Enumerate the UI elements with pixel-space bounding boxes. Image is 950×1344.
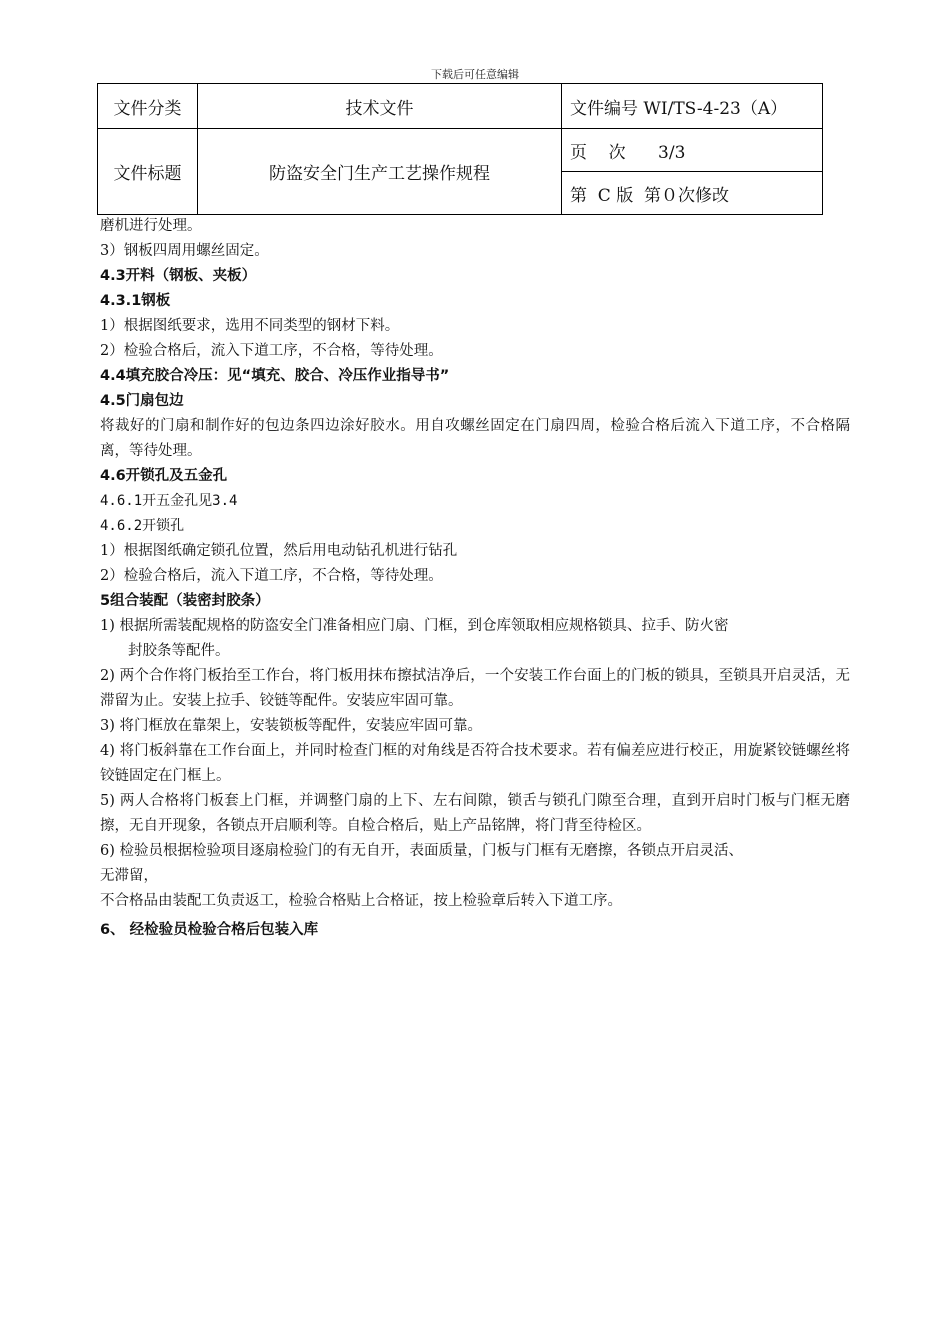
document-header-table (97, 83, 823, 215)
step-text: 5) 两人合格将门板套上门框，并调整门扇的上下、左右间隙，锁舌与锁孔门隙至合理，直到开启时门板与门框无磨擦，无自开现象，各锁点开启顺利等。自检合格后，贴上产品铭牌，将门背至待检区。 (100, 793, 850, 834)
section-heading: 4.6开锁孔及五金孔 (100, 468, 228, 484)
top-note: 下载后可任意编辑 (431, 68, 519, 81)
step-text: 1) 根据所需装配规格的防盗安全门准备相应门扇、门框，到仓库领取相应规格锁具、拉手、防火密 (100, 618, 729, 634)
version-info: 第 C 版 第０次修改 (562, 172, 823, 215)
step-text: 6) 检验员根据检验项目逐扇检验门的有无自开，表面质量，门板与门框有无磨擦，各锁点开启灵活、 (100, 843, 743, 859)
text-line: 3）钢板四周用螺丝固定。 (100, 243, 269, 259)
step-text: 3) 将门框放在靠架上，安装锁板等配件，安装应牢固可靠。 (100, 718, 482, 734)
document-number: 文件编号 WI/TS-4-23（A） (562, 84, 823, 129)
category-value: 技术文件 (198, 84, 562, 129)
section-heading: 4.3开料（钢板、夹板） (100, 268, 257, 284)
text-line: 2）检验合格后，流入下道工序，不合格，等待处理。 (100, 343, 443, 359)
text-line: 1）根据图纸要求，选用不同类型的钢材下料。 (100, 318, 400, 334)
text-line: 2）检验合格后，流入下道工序，不合格，等待处理。 (100, 568, 443, 584)
document-body (100, 214, 850, 943)
page-number: 页 次 3/3 (562, 129, 823, 172)
text-line: 4.6.1开五金孔见3.4 (100, 493, 238, 509)
text-line: 4.6.2开锁孔 (100, 518, 185, 534)
step-text: 4) 将门板斜靠在工作台面上，并同时检查门框的对角线是否符合技术要求。若有偏差应进行校正，用旋紧铰链螺丝将铰链固定在门框上。 (100, 743, 850, 784)
section-heading: 6、 经检验员检验合格后包装入库 (100, 922, 319, 938)
text-line: 磨机进行处理。 (100, 218, 202, 234)
text-line: 1）根据图纸确定锁孔位置，然后用电动钻孔机进行钻孔 (100, 543, 458, 559)
section-heading: 4.3.1钢板 (100, 293, 171, 309)
section-heading: 4.4填充胶合冷压：见“填充、胶合、冷压作业指导书” (100, 368, 450, 384)
step-text: 不合格品由装配工负责返工，检验合格贴上合格证，按上检验章后转入下道工序。 (100, 893, 622, 909)
step-text: 封胶条等配件。 (128, 643, 230, 659)
step-text: 无滞留， (100, 868, 158, 884)
step-text: 2) 两个合作将门板抬至工作台，将门板用抹布擦拭洁净后，一个安装工作台面上的门板的锁具，至锁具开启灵活，无滞留为止。安装上拉手、铰链等配件。安装应牢固可靠。 (100, 668, 850, 709)
section-heading: 4.5门扇包边 (100, 393, 184, 409)
title-label: 文件标题 (98, 129, 198, 215)
section-heading: 5组合装配（装密封胶条） (100, 593, 270, 609)
title-value: 防盗安全门生产工艺操作规程 (198, 129, 562, 215)
category-label: 文件分类 (98, 84, 198, 129)
paragraph: 将裁好的门扇和制作好的包边条四边涂好胶水。用自攻螺丝固定在门扇四周，检验合格后流入下道工序，不合格隔离，等待处理。 (100, 418, 850, 459)
